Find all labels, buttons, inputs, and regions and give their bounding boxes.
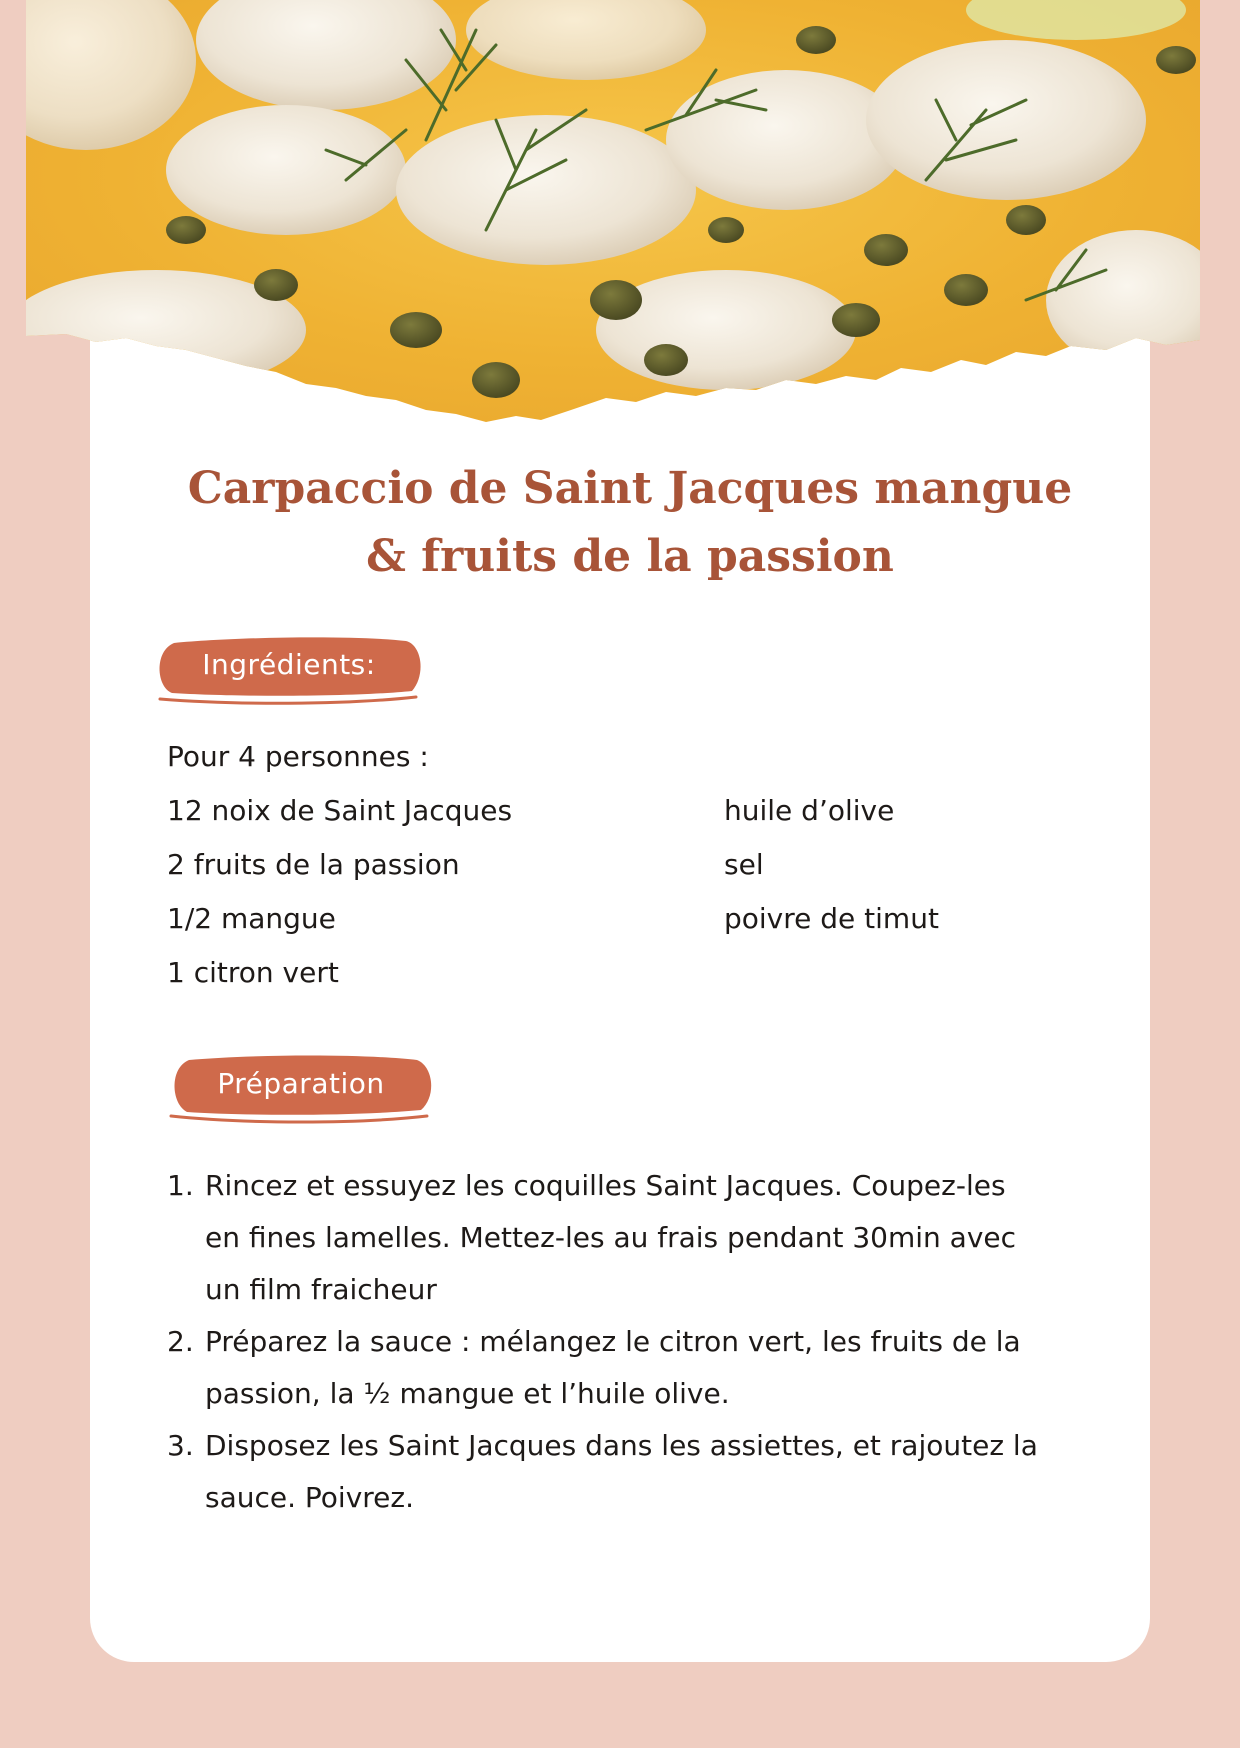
preparation-heading: Préparation [217,1067,385,1100]
ingredient-item: 12 noix de Saint Jacques [167,794,513,827]
step-text: Rincez et essuyez les coquilles Saint Jacques. Coupez-les en fines lamelles. Mettez-les au frais pendant 30min avec un film fraicheur [205,1169,1017,1306]
ingredients-heading: Ingrédients: [202,648,376,681]
ingredients-list-left [167,793,512,1009]
ingredients-heading-badge [154,635,424,697]
recipe-title [130,455,1130,591]
step-item [167,1420,1047,1524]
step-number: 1. [167,1169,194,1202]
servings-text: Pour 4 personnes : [167,740,429,773]
step-text: Préparez la sauce : mélangez le citron vert, les fruits de la passion, la ½ mangue et l’huile olive. [205,1325,1021,1410]
step-number: 2. [167,1325,194,1358]
ingredient-item: 1 citron vert [167,956,339,989]
preparation-heading-badge [167,1054,435,1116]
recipe-title-line-1: Carpaccio de Saint Jacques mangue [187,463,1073,514]
step-number: 3. [167,1429,194,1462]
ingredients-list-right [724,793,939,955]
ingredient-item: poivre de timut [724,902,939,935]
preparation-steps [167,1160,1047,1524]
step-item [167,1160,1047,1316]
ingredient-item: 2 fruits de la passion [167,848,460,881]
ingredient-item: huile d’olive [724,794,895,827]
ingredient-item: 1/2 mangue [167,902,336,935]
ingredient-item: sel [724,848,764,881]
recipe-title-line-2: & fruits de la passion [366,531,894,582]
step-text: Disposez les Saint Jacques dans les assiettes, et rajoutez la sauce. Poivrez. [205,1429,1038,1514]
step-item [167,1316,1047,1420]
dish-photo [26,0,1200,440]
